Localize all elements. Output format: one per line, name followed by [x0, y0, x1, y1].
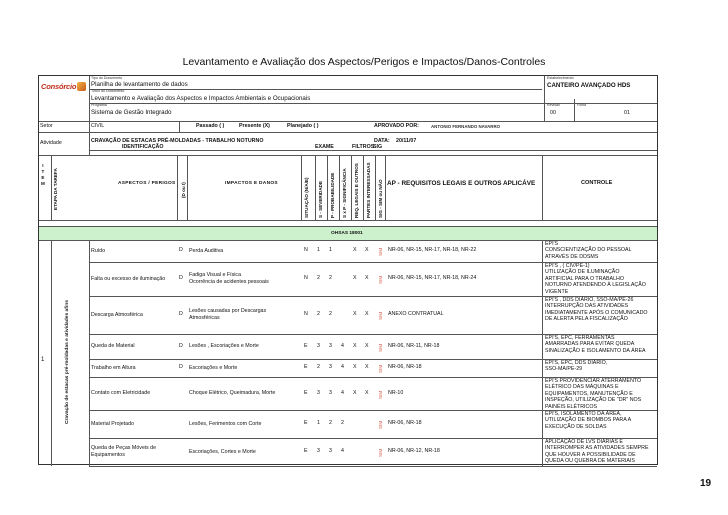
significancia-cell: 4: [341, 364, 344, 370]
aspecto-cell: Queda de Material: [91, 343, 135, 350]
aprovado-label: APROVADO POR:: [374, 123, 419, 129]
tipo-cell: D: [179, 275, 183, 281]
requisito-cell: NR-06, NR-12, NR-18: [388, 448, 440, 454]
tipo-cell: D: [179, 311, 183, 317]
probabilidade-cell: 1: [329, 247, 332, 253]
row-divider: [89, 466, 657, 467]
page-number: 19: [700, 478, 712, 489]
significancia-cell: 4: [341, 389, 344, 396]
sig-cell: SIM: [378, 364, 383, 373]
folha-value: 01: [624, 110, 630, 116]
controle-cell: EPI'S, ISOLAMENTO DA ÁREA, UTILIZAÇÃO DE BIOMBOS PARA A EXECUÇÃO DE SOLDAS: [545, 411, 632, 430]
partes-cell: X: [365, 389, 369, 396]
sig-cell: SIM: [378, 420, 383, 429]
situacao-cell: E: [304, 389, 308, 396]
requisito-cell: NR-06, NR-15, NR-17, NR-18, NR-22: [388, 247, 477, 253]
presente-option[interactable]: Presente (X): [239, 123, 270, 129]
significancia-cell: 4: [341, 342, 344, 349]
aspecto-cell: Descarga Atmosférica: [91, 311, 143, 318]
col-item: I T E M: [41, 163, 45, 186]
controle-cell: EPI'S PROVIDENCIAR ATERRAMENTO ELÉTRICO DAS MÁQUINAS E EQUIPAMENTOS, MANUTENÇÃO E INSPEÇÃO, UTILIZAÇÃO DE "DR" NOS PAINÉIS ELÉTRICOS: [545, 378, 642, 410]
impacto-cell: Fadiga Visual e Física Ocorrência de acidentes pessoais: [189, 272, 269, 285]
sig-cell: SIM: [378, 275, 383, 284]
severidade-cell: 2: [317, 275, 320, 281]
sig-cell: SIM: [378, 448, 383, 457]
severidade-cell: 2: [317, 311, 320, 317]
partes-cell: X: [365, 364, 369, 370]
severidade-cell: 1: [317, 247, 320, 253]
controle-cell: EPI'S, EPC, FERRAMENTAS AMARRADAS PARA EVITAR QUEDA SINALIZAÇÃO E ISOLAMENTO DA ÁREA: [545, 335, 646, 354]
passado-option[interactable]: Passado ( ): [196, 123, 225, 129]
col-partes-interessadas: PARTES INTERESSADAS: [366, 162, 371, 218]
atividade-label: Atividade: [40, 140, 62, 146]
controle-cell: EPI'S , DDS DIÁRIO, SSO-MA/PE-26 INTERRUPÇÃO DAS ATIVIDADES IMEDIATAMENTE APÓS O COMUNICADO DE ALERTA PELA FISCALIZAÇÃO: [545, 297, 648, 323]
aspecto-cell: Contato com Eletricidade: [91, 390, 151, 397]
col-severidade: S - SEVERIDADE: [318, 180, 323, 218]
situacao-cell: E: [304, 342, 308, 349]
programa-label: Programa: [91, 103, 107, 107]
partes-cell: X: [365, 275, 369, 281]
tipo-label: Tipo do Documento: [91, 76, 123, 80]
col-etapa: ETAPA DA TAREFA: [53, 168, 58, 210]
col-significancia: S x P - SIGNIFICÂNCIA: [342, 168, 347, 218]
partes-cell: X: [365, 342, 369, 349]
requisito-cell: NR-10: [388, 389, 404, 396]
significancia-cell: 2: [341, 420, 344, 426]
col-req-legais: REQ. LEGAIS E OUTROS: [354, 163, 359, 218]
folha-label: Folha: [577, 103, 586, 107]
filtros-label: FILTROS: [352, 144, 375, 150]
aspecto-cell: Queda de Peças Móveis de Equipamentos: [91, 445, 157, 458]
aspecto-cell: Ruído: [91, 247, 106, 254]
setor-label: Setor: [40, 123, 53, 129]
revisao-value: 00: [550, 110, 556, 116]
titulo-value: Levantamento e Avaliação dos Aspectos e Impactos Ambientais e Ocupacionais: [91, 95, 311, 102]
legal-cell: X: [353, 389, 357, 396]
legal-cell: X: [353, 342, 357, 349]
controle-cell: EPI'S, EPC, DDS DIÁRIO, SSO-MA/PE-29: [545, 360, 608, 373]
severidade-cell: 1: [317, 420, 320, 426]
severidade-cell: 3: [317, 389, 320, 396]
probabilidade-cell: 3: [329, 342, 332, 349]
estabelecimento-value: CANTEIRO AVANÇADO HDS: [547, 82, 631, 89]
severidade-cell: 2: [317, 364, 320, 370]
legal-cell: X: [353, 247, 357, 253]
legal-cell: X: [353, 311, 357, 317]
data-value: 20/11/07: [396, 138, 417, 144]
partes-cell: X: [365, 247, 369, 253]
significancia-cell: 4: [341, 448, 344, 454]
legal-cell: X: [353, 364, 357, 370]
partes-cell: X: [365, 311, 369, 317]
tipo-cell: D: [179, 342, 183, 349]
titulo-label: Título do Documento: [91, 89, 125, 93]
sig-cell: SIM: [378, 390, 383, 399]
requisito-cell: ANEXO CONTRATUAL: [388, 311, 444, 317]
impacto-cell: Escoriações e Morte: [189, 364, 238, 371]
col-controle: CONTROLE: [581, 180, 613, 186]
item-number: 1: [41, 357, 45, 363]
data-label: DATA:: [374, 138, 390, 144]
col-impactos: IMPACTOS E DANOS: [225, 181, 278, 186]
atividade-value: CRAVAÇÃO DE ESTACAS PRÉ-MOLDADAS - TRABALHO NOTURNO: [91, 138, 264, 144]
impacto-cell: Choque Elétrico, Queimadura, Morte: [189, 390, 276, 397]
situacao-cell: N: [304, 311, 308, 317]
estabelecimento-label: Estabelecimento: [547, 76, 574, 80]
col-aspectos: ASPECTOS / PERIGOS: [118, 181, 176, 186]
controle-cell: EPI'S , ( CIV/PE-1) UTILIZAÇÃO DE ILUMINAÇÃO ARTIFICIAL PARA O TRABALHO NOTURNO ATENDENDO À LEGISLAÇÃO VIGENTE: [545, 263, 646, 295]
situacao-cell: N: [304, 275, 308, 281]
sig-group-label: SIG: [373, 144, 383, 150]
sig-cell: SIM: [378, 247, 383, 256]
impacto-cell: Lesões, Ferimentos com Corte: [189, 420, 262, 427]
tipo-cell: D: [179, 247, 183, 253]
aspecto-cell: Falta ou excesso de iluminação: [91, 275, 166, 282]
situacao-cell: N: [304, 247, 308, 253]
exame-label: EXAME: [315, 144, 334, 150]
aspecto-cell: Trabalho em Altura: [91, 364, 136, 371]
probabilidade-cell: 3: [329, 389, 332, 396]
severidade-cell: 3: [317, 448, 320, 454]
probabilidade-cell: 2: [329, 275, 332, 281]
impacto-cell: Perda Auditiva: [189, 247, 224, 254]
impacto-cell: Escoriações, Cortes e Morte: [189, 448, 256, 455]
revisao-label: Revisão: [547, 103, 560, 107]
controle-cell: APLICAÇÃO DE LVS DIÁRIAS E INTERROMPER AS ATIVIDADES SEMPRE QUE HOUVER A POSSIBILIDADE DE QUEDA OU QUEBRA DE MATERIAIS: [545, 439, 649, 465]
tipo-cell: D: [179, 364, 183, 370]
ohsas-label: OHSAS 18001: [331, 231, 363, 236]
company-logo: Consórcio: [41, 81, 86, 96]
requisito-cell: NR-06, NR-15, NR-17, NR-18, NR-24: [388, 275, 477, 281]
situacao-cell: E: [304, 420, 308, 426]
identificacao-label: IDENTIFICAÇÃO: [122, 144, 164, 150]
setor-value: CIVIL: [91, 123, 105, 129]
aspecto-cell: Material Projetado: [91, 420, 134, 427]
planilha-sheet: [38, 75, 658, 465]
probabilidade-cell: 3: [329, 448, 332, 454]
col-situacao: SITUAÇÃO (N/A/E): [304, 177, 309, 218]
controle-cell: EPI'S CONSCIENTIZAÇÃO DO PESSOAL ATRAVÉS DE DDSMS: [545, 241, 632, 260]
requisito-cell: NR-06, NR-11, NR-18: [388, 342, 440, 349]
impacto-cell: Lesões , Escoriações e Morte: [189, 343, 259, 350]
page-title: Levantamento e Avaliação dos Aspectos/Perigos e Impactos/Danos-Controles: [182, 56, 546, 68]
requisito-cell: NR-06, NR-18: [388, 364, 422, 370]
col-d-ou-i: (D ou I): [181, 182, 186, 198]
aprovado-value: ANTONIO FERNANDO NAVARRO: [431, 124, 501, 129]
planejado-option[interactable]: Planejado ( ): [287, 123, 319, 129]
probabilidade-cell: 2: [329, 311, 332, 317]
situacao-cell: E: [304, 448, 308, 454]
probabilidade-cell: 3: [329, 364, 332, 370]
probabilidade-cell: 2: [329, 420, 332, 426]
situacao-cell: E: [304, 364, 308, 370]
col-requisitos: AP - REQUISITOS LEGAIS E OUTROS APLICÁVE: [387, 180, 536, 187]
etapa-value: Cravação de estacas pré-moldadas e atividades afins: [65, 300, 70, 424]
sig-cell: SIM: [378, 343, 383, 352]
severidade-cell: 3: [317, 342, 320, 349]
programa-value: Sistema de Gestão Integrado: [91, 109, 172, 116]
impacto-cell: Lesões causadas por Descargas Atmosféricas: [189, 308, 267, 321]
legal-cell: X: [353, 275, 357, 281]
col-sig: SIG - SIM ou NÃO: [378, 179, 383, 218]
tipo-value: Planilha de levantamento de dados: [91, 81, 188, 88]
sig-cell: SIM: [378, 311, 383, 320]
requisito-cell: NR-06, NR-18: [388, 420, 422, 426]
col-probabilidade: P - PROBABILIDADE: [330, 172, 335, 218]
